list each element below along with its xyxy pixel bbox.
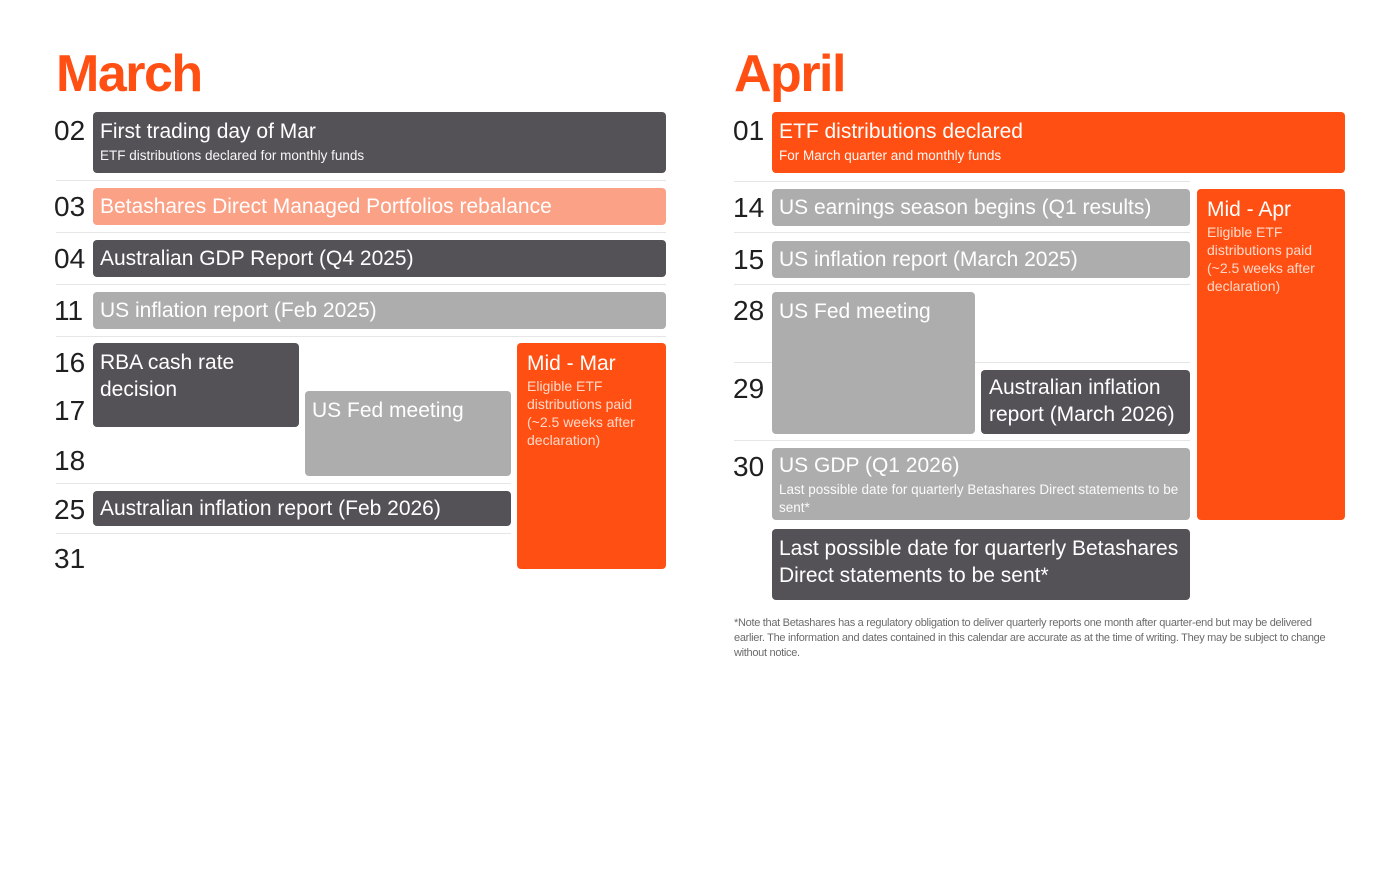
row-divider [56, 232, 666, 233]
footnote: *Note that Betashares has a regulatory obligation to deliver quarterly reports one month after quarter-end but may be delivered earlier. The information and dates contained in this calendar are accurate as at the time of writing. They may be subject to change without notice. [734, 617, 1326, 659]
day-number: 14 [733, 192, 765, 223]
event-title: First trading day of Mar [100, 120, 316, 143]
event-title: ETF distributions declared [779, 120, 1023, 143]
event-quarterly-statements[interactable] [772, 529, 1190, 600]
event-us-earnings-season[interactable] [772, 189, 1190, 226]
day-number: 03 [54, 191, 86, 222]
event-rba-decision[interactable] [93, 343, 299, 427]
row-divider [734, 181, 1190, 182]
row-divider [56, 336, 666, 337]
event-mid-march-distributions[interactable] [517, 343, 666, 569]
row-divider [734, 440, 1190, 441]
row-divider [56, 483, 511, 484]
event-title: US Fed meeting [312, 399, 464, 422]
event-title: US Fed meeting [779, 300, 931, 323]
day-number: 18 [54, 445, 86, 476]
event-portfolio-rebalance[interactable] [93, 188, 666, 225]
row-divider [56, 180, 666, 181]
event-australian-inflation[interactable] [93, 491, 511, 526]
event-australian-gdp[interactable] [93, 240, 666, 277]
day-number: 11 [54, 295, 84, 326]
event-subtitle: For March quarter and monthly funds [779, 148, 1002, 163]
day-number: 31 [54, 543, 86, 574]
event-title: US inflation report (Feb 2025) [100, 299, 377, 322]
event-us-fed-meeting[interactable] [305, 391, 511, 476]
day-number: 30 [733, 451, 765, 482]
row-divider [56, 284, 666, 285]
event-us-inflation[interactable] [93, 292, 666, 329]
day-number: 02 [54, 115, 86, 146]
event-title: US GDP (Q1 2026) [779, 454, 960, 477]
april-title: April [734, 45, 845, 103]
event-subtitle: Eligible ETF distributions paid (~2.5 weeks after declaration) [1207, 224, 1315, 294]
event-title: Australian inflation report (March 2026) [989, 376, 1175, 426]
event-title: US earnings season begins (Q1 results) [779, 196, 1152, 219]
event-title: Mid - Apr [1207, 198, 1292, 221]
event-first-trading-day[interactable] [93, 112, 666, 173]
event-subtitle: ETF distributions declared for monthly funds [100, 148, 365, 163]
event-title: Australian GDP Report (Q4 2025) [100, 247, 414, 270]
day-number: 15 [733, 244, 765, 275]
day-number: 29 [733, 373, 765, 404]
event-australian-inflation[interactable] [981, 370, 1190, 434]
event-title: Last possible date for quarterly Betashares Direct statements to be sent* [779, 537, 1179, 587]
day-number: 28 [733, 295, 765, 326]
day-number: 04 [54, 243, 86, 274]
march-title: March [56, 45, 202, 103]
event-mid-april-distributions[interactable] [1197, 189, 1345, 520]
event-us-fed-meeting[interactable] [772, 292, 975, 434]
day-number: 16 [54, 347, 86, 378]
event-subtitle: Last possible date for quarterly Betashares Direct statements to be sent* [779, 482, 1179, 515]
event-title: US inflation report (March 2025) [779, 248, 1078, 271]
row-divider [56, 533, 511, 534]
row-divider [734, 232, 1190, 233]
event-title: Mid - Mar [527, 352, 616, 375]
day-number: 17 [54, 395, 86, 426]
event-title: Australian inflation report (Feb 2026) [100, 497, 441, 520]
event-us-inflation[interactable] [772, 241, 1190, 278]
event-title: Betashares Direct Managed Portfolios rebalance [100, 195, 552, 218]
event-etf-distributions-declared[interactable] [772, 112, 1345, 173]
event-title: RBA cash rate decision [100, 351, 235, 401]
event-us-gdp[interactable] [772, 448, 1190, 520]
day-number: 01 [733, 115, 765, 146]
row-divider [734, 284, 1190, 285]
event-subtitle: Eligible ETF distributions paid (~2.5 weeks after declaration) [527, 378, 635, 448]
day-number: 25 [54, 494, 86, 525]
